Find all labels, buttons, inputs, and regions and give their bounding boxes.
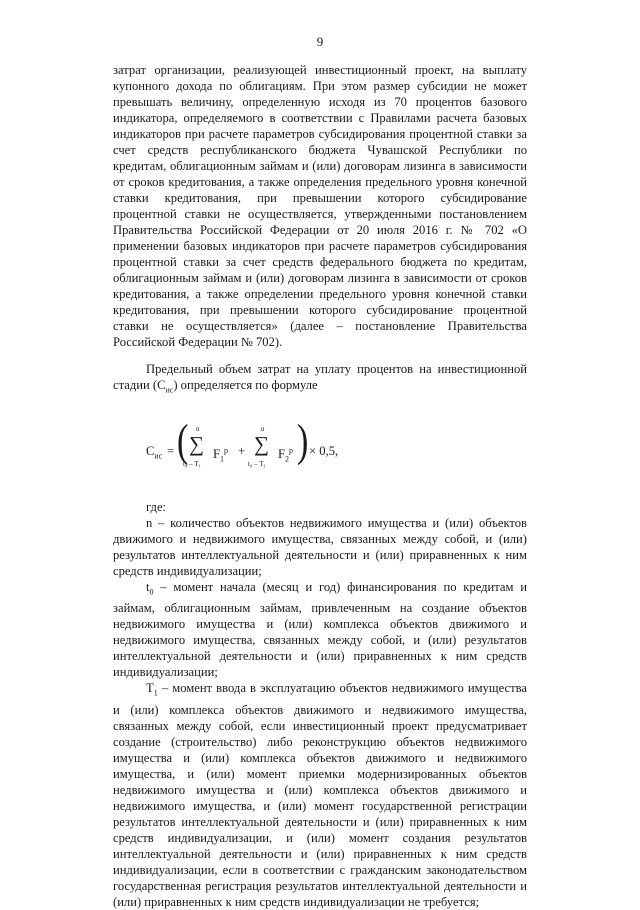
sigma-icon: ∑ — [189, 431, 204, 456]
sum1-upper: n — [196, 424, 200, 433]
sum2-lower: t₀ – T₁ — [248, 459, 266, 468]
page-number: 9 — [316, 34, 324, 49]
sigma-icon: ∑ — [254, 431, 269, 456]
definition-t1: $T_1$ – момент ввода в эксплуатацию объектов недвижимого имущества и (или) комплекса объектов движимого и недвижимого имущества, связанных между собой, если инвестиционный проект предусматривает создание (строительство) либо реконструкцию объектов недвижимого имущества и (или) комплекса объектов движимого и недвижимого имущества, и (или) момент приемки модернизированных объектов недвижимого имущества и (или) комплекса объектов движимого и недвижимого имущества, и (или) момент государственной регистрации результатов интеллектуальной деятельности и (или) приравненных к ним средств индивидуализации, и (или) момент создания результатов интеллектуальной деятельности и (или) приравненных к ним средств индивидуализации, если в соответствии с гражданским законодательством государственная регистрация результатов интеллектуальной деятельности и (или) приравненных к ним средств индивидуализации не требуется; — [113, 681, 527, 909]
definition-n: n – количество объектов недвижимого имущества и (или) объектов движимого и недвижимого имущества, связанных между собой, и (или) результатов интеллектуальной деятельности и (или) приравненных к ним средств индивидуализации; — [113, 515, 527, 578]
formula-lhs: $С_{ис}$ — [146, 443, 163, 461]
document-body — [113, 62, 527, 910]
formula-term-1: $F_1^p$ — [213, 445, 229, 464]
paragraph-interest-costs: Предельный объем затрат на уплату процентов на инвестиционной стадии $(С_{ис})$ определяется по формуле — [113, 362, 527, 395]
formula-tail: × 0,5, — [309, 443, 339, 458]
sum2-upper: n — [261, 424, 265, 433]
sum1-lower: t₀ – T₁ — [183, 459, 201, 468]
formula-term-2: $F_2^p$ — [278, 445, 294, 464]
definition-t0: $t_0$ – момент начала (месяц и год) финансирования по кредитам и займам, облигационным займам, привлеченным на создание объектов недвижимого имущества и (или) комплекса объектов движимого и недвижимого имущества, связанных между собой, и (или) результатов интеллектуальной деятельности и (или) приравненных к ним средств индивидуализации; — [113, 579, 527, 680]
where-label: где: — [146, 499, 167, 514]
right-paren: ) — [297, 415, 309, 466]
formula-equals: = — [167, 443, 175, 458]
formula — [113, 415, 527, 487]
paragraph-subsidy-limit: затрат организации, реализующей инвестиционный проект, на выплату купонного дохода по облигациям. При этом размер субсидии не может превышать величину, определенную исходя из 70 процентов базового индикатора, определяемого в соответствии с Правилами расчета базовых индикаторов при расчете параметров субсидирования процентной ставки за счет средств республиканского бюджета Чувашской Республики по кредитам, облигационным займам и (или) договорам лизинга в зависимости от сроков кредитования, а также определения предельного уровня конечной ставки кредитования, при превышении которого субсидирование процентной ставки не осуществляется, утвержденными постановлением Правительства Российской Федерации от 20 июля 2016 г. № 702 «О применении базовых индикаторов при расчете параметров субсидирования процентной ставки за счет средств федерального бюджета по кредитам, облигационным займам и (или) договорам лизинга в зависимости от сроков кредитования, а также определении предельного уровня конечной ставки кредитования, при превышении которого субсидирование процентной ставки не осуществляется» (далее – постановление Правительства Российской Федерации № 702). — [113, 63, 527, 349]
left-paren: ( — [177, 415, 189, 466]
formula-plus: + — [238, 443, 246, 458]
